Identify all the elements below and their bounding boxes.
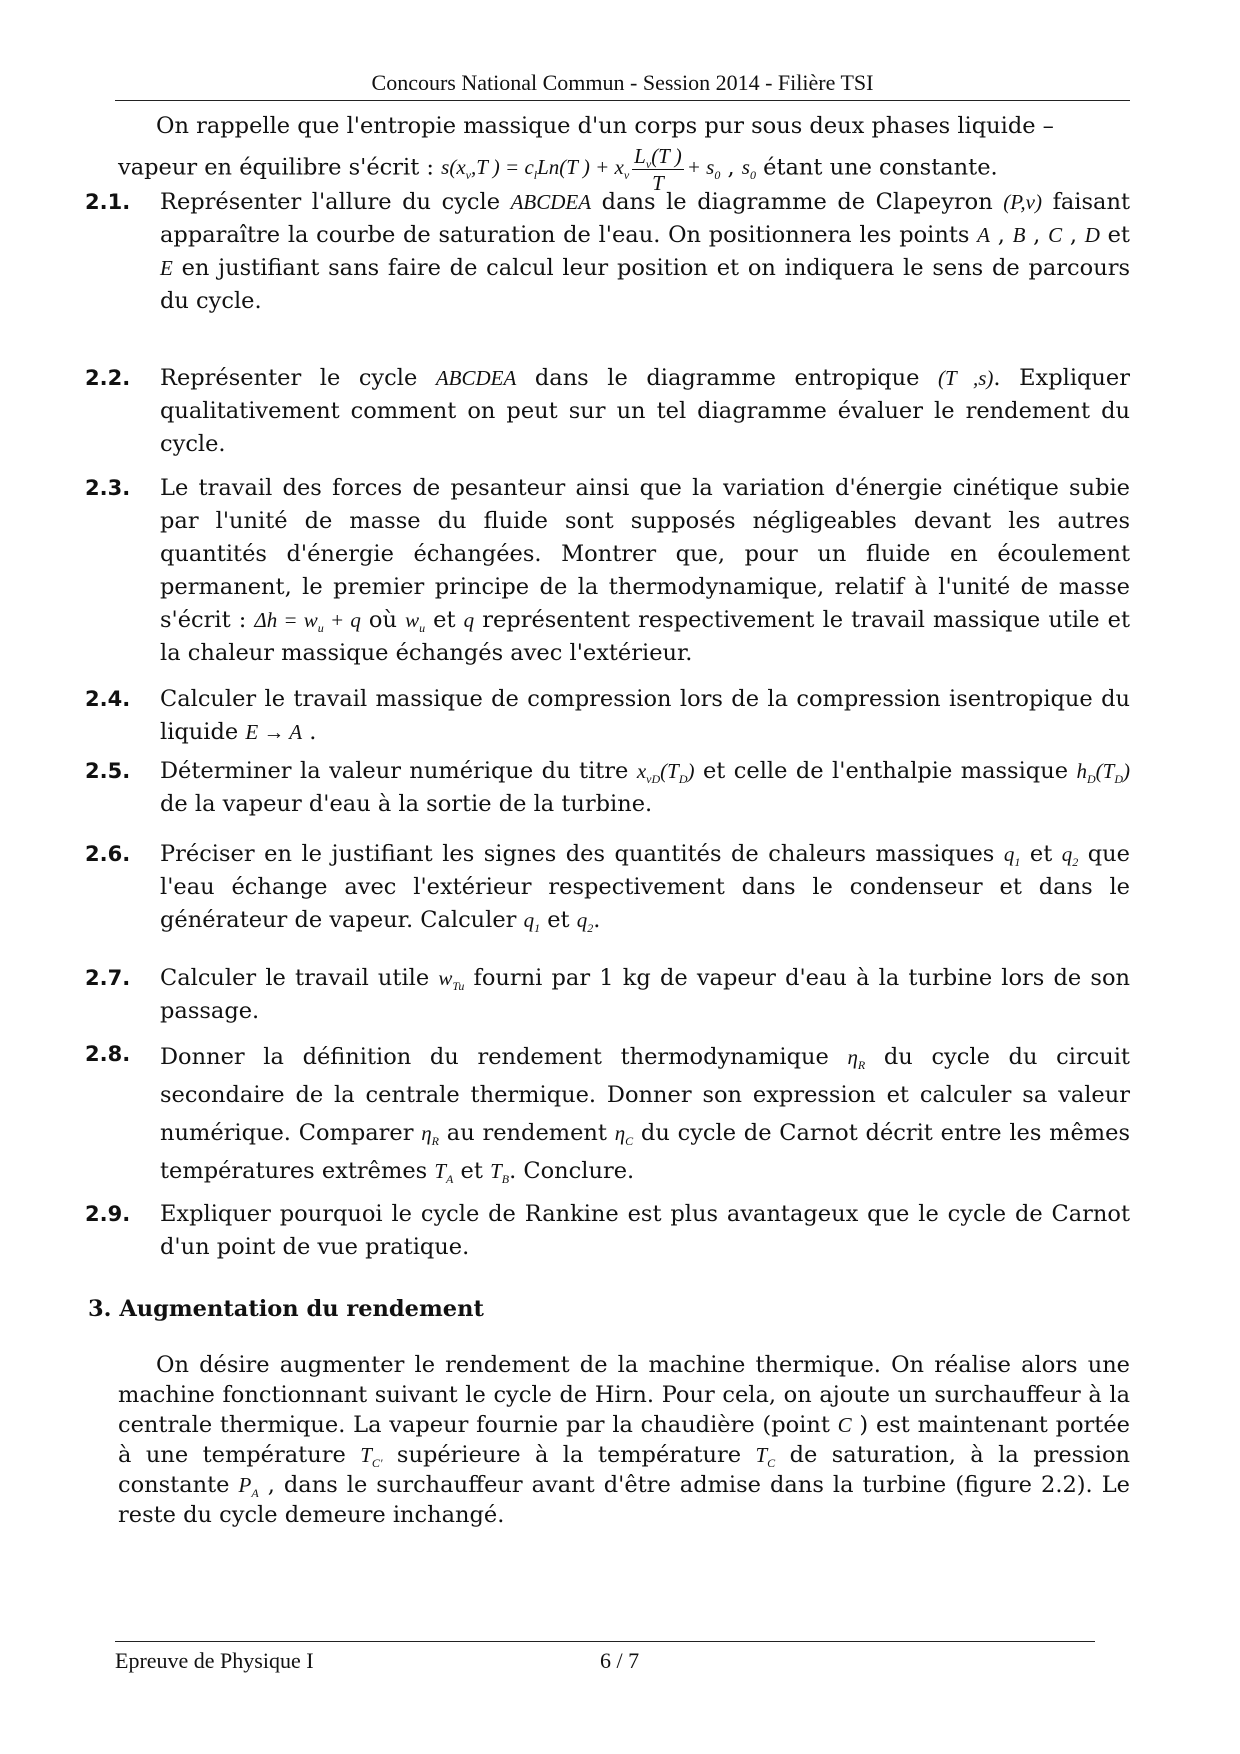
question-text [160, 683, 1130, 749]
math: h [1076, 759, 1087, 783]
text: , [990, 222, 1013, 248]
text: supérieure à la température [382, 1442, 756, 1468]
math: ABCDEA [510, 190, 592, 214]
math-sub: Tu [452, 979, 465, 993]
text: Calculer le travail utile [160, 965, 439, 991]
math: η [847, 1045, 858, 1069]
math: w [405, 608, 420, 632]
text: faisant apparaître la courbe de saturation de l'eau. On positionnera les points [160, 189, 1130, 248]
text: du cycle de Carnot décrit entre les mêmes températures extrêmes [160, 1120, 1131, 1184]
question-number: 2.7. [85, 966, 131, 990]
math: A [977, 223, 990, 247]
question-text [160, 1038, 1130, 1190]
intro-paragraph [118, 110, 1130, 196]
question-text: Expliquer pourquoi le cycle de Rankine est plus avantageux que le cycle de Carnot d'un point de vue pratique. [160, 1201, 1130, 1260]
math: q [1061, 842, 1073, 866]
question-number: 2.4. [85, 687, 131, 711]
formula-sub: v [465, 168, 471, 183]
intro-text: étant une constante. [755, 154, 998, 181]
question-text [160, 472, 1130, 670]
fraction-numerator-end: (T ) [651, 144, 682, 168]
question-2-9 [85, 1198, 1130, 1264]
question-number: 2.5. [85, 759, 131, 783]
math-sub: 2 [587, 921, 594, 935]
footer-rule [115, 1641, 1095, 1642]
text: , [1025, 222, 1049, 248]
math: + q [323, 608, 361, 632]
math: T [490, 1159, 502, 1183]
math: (P,v) [1003, 190, 1042, 214]
text: représentent respectivement le travail massique utile et la chaleur massique échangés avec l'extérieur. [160, 607, 1131, 666]
text: Calculer le travail massique de compression lors de la compression isentropique du liquide [160, 686, 1130, 745]
text: On désire augmenter le rendement de la machine thermique. On réalise alors une machine fonctionnant suivant le cycle de Hirn. Pour cela, on ajoute un surchauffeur à la centrale thermique. La vapeur fournie par la chaudière (point [118, 1352, 1130, 1438]
math-sub: 1 [534, 921, 541, 935]
math-sub: 1 [1014, 855, 1021, 869]
question-text [160, 362, 1130, 461]
math-sub: D [678, 772, 688, 786]
math: D [1084, 223, 1100, 247]
text: que l'eau échange avec l'extérieur respectivement dans le condenseur et dans le générateur de vapeur. Calculer [160, 841, 1130, 933]
question-number: 2.8. [85, 1042, 131, 1066]
s0-symbol: s [741, 155, 750, 180]
formula-sub: l [533, 168, 538, 183]
text: et [1020, 841, 1062, 867]
intro-text: vapeur en équilibre s'écrit : [118, 154, 442, 181]
math: q [463, 608, 475, 632]
entropy-formula [441, 144, 721, 195]
question-2-8 [85, 1038, 1130, 1190]
text: de saturation, à la pression constante [118, 1442, 1130, 1498]
question-2-1 [85, 186, 1130, 318]
text: Représenter le cycle [160, 365, 436, 391]
math: w [438, 966, 453, 990]
header-rule [115, 100, 1130, 101]
formula-part: Ln(T ) + x [537, 155, 624, 180]
text: et celle de l'enthalpie massique [694, 758, 1077, 784]
question-2-2 [85, 362, 1130, 461]
math: q [523, 908, 535, 932]
question-2-4 [85, 683, 1130, 749]
section-3-paragraph [118, 1350, 1130, 1530]
math: q [576, 908, 588, 932]
question-number: 2.3. [85, 476, 131, 500]
footer-exam-title: Epreuve de Physique I [115, 1648, 314, 1673]
fraction-numerator: L [634, 144, 646, 168]
text: . [593, 907, 601, 933]
question-2-5 [85, 755, 1130, 821]
math: E → A [245, 720, 303, 744]
math: ) [687, 759, 695, 783]
question-number: 2.2. [85, 366, 131, 390]
question-2-3 [85, 472, 1130, 670]
question-2-6 [85, 838, 1130, 937]
intro-text: , [720, 154, 742, 181]
section-3-text [118, 1350, 1130, 1530]
text: . [302, 719, 317, 745]
question-number: 2.6. [85, 842, 131, 866]
question-number: 2.9. [85, 1202, 131, 1226]
text: , dans le surchauffeur avant d'être admise dans la turbine (figure 2.2). Le reste du cycle demeure inchangé. [118, 1472, 1130, 1528]
math: η [421, 1121, 432, 1145]
math-sub: A [446, 1172, 454, 1186]
text: Déterminer la valeur numérique du titre [160, 758, 637, 784]
formula-part: ,T ) = c [470, 155, 534, 180]
math: x [636, 759, 647, 783]
math-sub: C [767, 1456, 776, 1470]
text: dans le diagramme entropique [516, 365, 939, 391]
math: ) [1123, 759, 1130, 783]
text: et [540, 907, 577, 933]
question-text [160, 962, 1130, 1028]
text: Représenter l'allure du cycle [160, 189, 511, 215]
text: et [425, 607, 464, 633]
math-sub: D [1086, 772, 1096, 786]
math-sub: C [625, 1134, 634, 1148]
math-sub: u [317, 621, 324, 635]
text: Préciser en le justifiant les signes des quantités de chaleurs massiques [160, 841, 1004, 867]
formula-sub: 0 [714, 168, 721, 183]
math: (T ,s) [938, 366, 994, 390]
formula-sub: v [623, 168, 630, 183]
formula-part: s(x [441, 155, 466, 180]
formula-sub: 0 [749, 168, 756, 183]
math: ABCDEA [435, 366, 517, 390]
text: , [1062, 222, 1085, 248]
math-sub: R [857, 1058, 866, 1072]
math: C [837, 1413, 852, 1437]
math: T [360, 1443, 372, 1467]
math: C [1048, 223, 1063, 247]
math: (T [1095, 759, 1115, 783]
formula-sub: v [645, 157, 652, 171]
math: E [160, 256, 173, 280]
question-text [160, 838, 1130, 937]
text: en justifiant sans faire de calcul leur position et on indiquera le sens de parcours du cycle. [160, 255, 1130, 314]
fraction-denominator: T [652, 171, 664, 195]
question-2-7 [85, 962, 1130, 1028]
math: (T [660, 759, 679, 783]
intro-line-1: On rappelle que l'entropie massique d'un corps pur sous deux phases liquide – [156, 113, 1054, 139]
text: fourni par 1 kg de vapeur d'eau à la turbine lors de son passage. [160, 965, 1130, 1024]
math: T [434, 1159, 447, 1183]
page-header: Concours National Commun - Session 2014 - Filière TSI [371, 70, 874, 95]
math: Δh = w [254, 608, 318, 632]
math: B [1012, 223, 1026, 247]
text: au rendement [439, 1120, 615, 1146]
text: du cycle du circuit secondaire de la centrale thermique. Donner son expression et calculer sa valeur numérique. Comparer [160, 1044, 1130, 1146]
math-sub: u [419, 621, 426, 635]
math: P [238, 1473, 252, 1497]
math-sub: A [251, 1486, 259, 1500]
text: de la vapeur d'eau à la sortie de la turbine. [160, 791, 653, 817]
text: et [1099, 222, 1130, 248]
math: q [1003, 842, 1015, 866]
page-number: 6 / 7 [600, 1648, 640, 1673]
math-sub: 2 [1072, 855, 1079, 869]
math-sub: vD [646, 772, 661, 786]
text: . Expliquer qualitativement comment on peut sur un tel diagramme évaluer le rendement du cycle. [160, 365, 1130, 457]
math: T [755, 1443, 768, 1467]
math: η [614, 1121, 626, 1145]
math-sub: C' [371, 1456, 383, 1470]
question-number: 2.1. [85, 190, 131, 214]
text: et [453, 1158, 491, 1184]
text: Donner la définition du rendement thermodynamique [160, 1044, 848, 1070]
text: . Conclure. [509, 1158, 635, 1184]
text: où [360, 607, 406, 633]
text: Le travail des forces de pesanteur ainsi que la variation d'énergie cinétique subie par l'unité de masse du fluide sont supposés négligeables devant les autres quantités d'énergie échangées. Montrer que, pour un fluide en écoulement permanent, le premier principe de la thermodynamique, relatif à l'unité de masse s'écrit : [160, 475, 1130, 633]
math-sub: B [501, 1172, 510, 1186]
text: ) est maintenant portée à une température [118, 1412, 1130, 1468]
question-text [160, 186, 1130, 318]
math-sub: D [1114, 772, 1123, 786]
section-title: 3. Augmentation du rendement [88, 1296, 484, 1322]
text: dans le diagramme de Clapeyron [591, 189, 1004, 215]
question-text [160, 755, 1130, 821]
math-sub: R [431, 1134, 440, 1148]
formula-part: + s [686, 155, 715, 180]
